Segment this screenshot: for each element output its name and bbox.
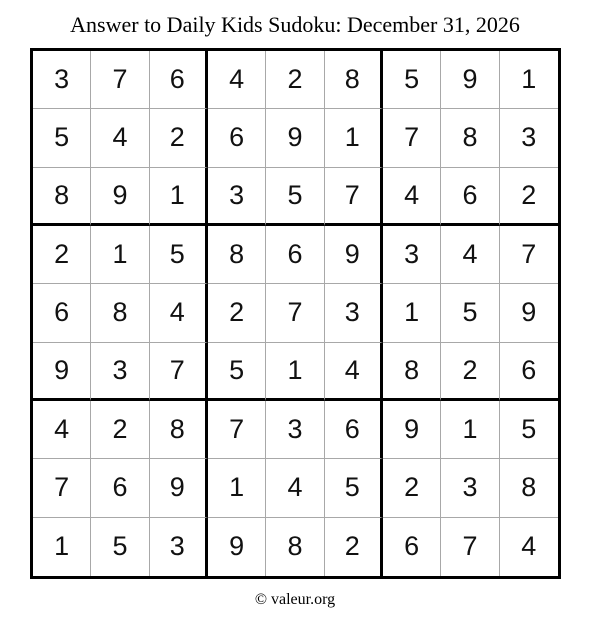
sudoku-cell-r2-c7: 7 [383,109,441,167]
sudoku-cell-r5-c2: 8 [91,284,149,342]
sudoku-cell-r1-c2: 7 [91,51,149,109]
sudoku-cell-r3-c7: 4 [383,168,441,226]
sudoku-cell-r9-c2: 5 [91,518,149,576]
sudoku-cell-r7-c5: 3 [266,401,324,459]
sudoku-cell-r8-c1: 7 [33,459,91,517]
sudoku-cell-r7-c6: 6 [325,401,383,459]
sudoku-cell-r8-c9: 8 [500,459,558,517]
sudoku-cell-r6-c7: 8 [383,343,441,401]
sudoku-cell-r5-c7: 1 [383,284,441,342]
sudoku-cell-r9-c9: 4 [521,531,537,562]
sudoku-cell-r6-c6: 4 [325,343,383,401]
sudoku-cell-r9-c1: 1 [33,518,91,576]
sudoku-cell-r2-c5: 9 [266,109,324,167]
sudoku-cell-r4-c2: 1 [91,226,149,284]
sudoku-cell-r6-c5: 1 [266,343,324,401]
sudoku-cell-r9-c7: 6 [383,518,441,576]
sudoku-cell-r4-c7: 3 [383,226,441,284]
sudoku-cell-r7-c8: 1 [441,401,499,459]
sudoku-cell-r4-c8: 4 [441,226,499,284]
sudoku-cell-r9-c6: 2 [325,518,383,576]
sudoku-cell-r4-c9: 7 [500,226,558,284]
sudoku-cell-r9-c4: 9 [208,518,266,576]
sudoku-cell-r8-c3: 9 [150,459,208,517]
sudoku-cell-r3-c5: 5 [266,168,324,226]
sudoku-cell-r3-c8: 6 [441,168,499,226]
sudoku-cell-r5-c9: 9 [500,284,558,342]
sudoku-cell-r2-c9: 3 [500,109,558,167]
sudoku-cell-r8-c4: 1 [208,459,266,517]
sudoku-cell-r6-c8: 2 [441,343,499,401]
sudoku-cell-r2-c4: 6 [208,109,266,167]
sudoku-cell-r1-c1: 3 [33,51,91,109]
sudoku-cell-r5-c6: 3 [325,284,383,342]
sudoku-cell-r7-c1: 4 [33,401,91,459]
sudoku-grid [30,48,561,579]
sudoku-cell-r5-c1: 6 [33,284,91,342]
sudoku-cell-r1-c4: 4 [208,51,266,109]
sudoku-cell-r8-c5: 4 [266,459,324,517]
sudoku-cell-r7-c9: 5 [500,401,558,459]
sudoku-cell-r7-c2: 2 [91,401,149,459]
sudoku-cell-r3-c3: 1 [150,168,208,226]
sudoku-cell-r2-c3: 2 [150,109,208,167]
sudoku-cell-r7-c3: 8 [150,401,208,459]
sudoku-cell-r4-c6: 9 [325,226,383,284]
sudoku-cell-r6-c4: 5 [208,343,266,401]
sudoku-cell-r9-c8: 7 [441,518,499,576]
sudoku-cell-r4-c1: 2 [33,226,91,284]
sudoku-cell-r4-c3: 5 [150,226,208,284]
sudoku-cell-r7-c4: 7 [208,401,266,459]
sudoku-cell-r3-c1: 8 [33,168,91,226]
sudoku-cell-r9-c5: 8 [266,518,324,576]
sudoku-cell-r4-c5: 6 [266,226,324,284]
page-title: Answer to Daily Kids Sudoku: December 31, 2026 [70,12,520,37]
sudoku-cell-r3-c4: 3 [208,168,266,226]
sudoku-cell-r7-c7: 9 [383,401,441,459]
sudoku-cell-r9-c3: 3 [150,518,208,576]
sudoku-cell-r3-c9: 2 [500,168,558,226]
sudoku-cell-r5-c4: 2 [208,284,266,342]
sudoku-cell-r6-c1: 9 [33,343,91,401]
sudoku-cell-r2-c6: 1 [325,109,383,167]
sudoku-cell-r1-c6: 8 [325,51,383,109]
sudoku-cell-r2-c2: 4 [91,109,149,167]
sudoku-cell-r6-c3: 7 [150,343,208,401]
sudoku-cell-r1-c3: 6 [150,51,208,109]
sudoku-cell-r6-c2: 3 [91,343,149,401]
copyright-footer: © valeur.org [254,591,336,608]
sudoku-cell-r6-c9: 6 [500,343,558,401]
sudoku-cell-r2-c8: 8 [441,109,499,167]
sudoku-cell-r8-c2: 6 [91,459,149,517]
sudoku-cell-r1-c5: 2 [266,51,324,109]
sudoku-cell-r1-c8: 9 [441,51,499,109]
sudoku-cell-r1-c7: 5 [383,51,441,109]
sudoku-cell-r3-c6: 7 [325,168,383,226]
sudoku-cell-r4-c4: 8 [208,226,266,284]
sudoku-cell-r8-c8: 3 [441,459,499,517]
sudoku-cell-r8-c6: 5 [325,459,383,517]
sudoku-cell-r5-c8: 5 [441,284,499,342]
sudoku-cell-r2-c1: 5 [33,109,91,167]
sudoku-cell-r1-c9: 1 [500,51,558,109]
sudoku-cell-r3-c2: 9 [91,168,149,226]
sudoku-cell-r5-c5: 7 [266,284,324,342]
sudoku-cell-r8-c7: 2 [383,459,441,517]
sudoku-cell-r5-c3: 4 [150,284,208,342]
